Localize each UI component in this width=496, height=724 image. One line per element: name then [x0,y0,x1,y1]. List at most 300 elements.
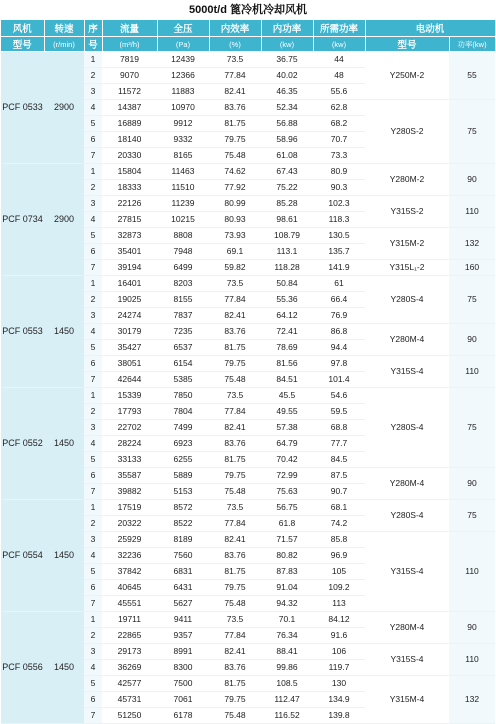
header-flow: 流量 [102,20,157,37]
efficiency-cell: 77.84 [209,292,261,308]
required-power-cell: 105 [313,564,365,580]
fan-model-cell: PCF 0556 [1,612,44,724]
seq-cell: 6 [84,692,102,708]
header-speed-unit: (r/min) [44,37,84,52]
fan-speed-cell: 1450 [44,612,84,724]
required-power-cell: 84.5 [313,452,365,468]
power-cell: 57.38 [261,420,313,436]
power-cell: 72.41 [261,324,313,340]
power-cell: 94.32 [261,596,313,612]
flow-cell: 40645 [102,580,157,596]
flow-cell: 22702 [102,420,157,436]
required-power-cell: 59.5 [313,404,365,420]
required-power-cell: 91.6 [313,628,365,644]
power-cell: 56.88 [261,116,313,132]
seq-cell: 4 [84,100,102,116]
flow-cell: 18333 [102,180,157,196]
efficiency-cell: 81.75 [209,564,261,580]
header-seq-l2: 号 [84,37,102,52]
pressure-cell: 7061 [157,692,209,708]
header-power-unit: (kw) [261,37,313,52]
seq-cell: 4 [84,324,102,340]
seq-cell: 6 [84,468,102,484]
required-power-cell: 109.2 [313,580,365,596]
efficiency-cell: 82.41 [209,84,261,100]
required-power-cell: 77.7 [313,436,365,452]
flow-cell: 45551 [102,596,157,612]
pressure-cell: 9357 [157,628,209,644]
motor-power-cell: 132 [449,228,495,260]
power-cell: 72.99 [261,468,313,484]
flow-cell: 37842 [102,564,157,580]
seq-cell: 1 [84,276,102,292]
flow-cell: 32873 [102,228,157,244]
power-cell: 87.83 [261,564,313,580]
required-power-cell: 90.3 [313,180,365,196]
motor-power-cell: 110 [449,356,495,388]
pressure-cell: 6831 [157,564,209,580]
seq-cell: 3 [84,420,102,436]
efficiency-cell: 73.5 [209,388,261,404]
page-title: 5000t/d 篦冷机冷却风机 [189,4,307,16]
efficiency-cell: 77.84 [209,68,261,84]
power-cell: 58.96 [261,132,313,148]
pressure-cell: 8300 [157,660,209,676]
flow-cell: 22865 [102,628,157,644]
required-power-cell: 134.9 [313,692,365,708]
efficiency-cell: 81.75 [209,452,261,468]
seq-cell: 6 [84,580,102,596]
required-power-cell: 86.8 [313,324,365,340]
efficiency-cell: 79.75 [209,132,261,148]
power-cell: 98.61 [261,212,313,228]
pressure-cell: 8189 [157,532,209,548]
table-row [1,388,495,404]
flow-cell: 35427 [102,340,157,356]
power-cell: 49.55 [261,404,313,420]
header-seq: 序 [84,20,102,37]
power-cell: 108.5 [261,676,313,692]
efficiency-cell: 81.75 [209,116,261,132]
seq-cell: 6 [84,356,102,372]
efficiency-cell: 77.84 [209,628,261,644]
motor-model-cell: Y280S-2 [365,100,449,164]
motor-power-cell: 75 [449,388,495,468]
power-cell: 85.28 [261,196,313,212]
power-cell: 40.02 [261,68,313,84]
header-efficiency: 内效率 [209,20,261,37]
efficiency-cell: 82.41 [209,420,261,436]
flow-cell: 25929 [102,532,157,548]
flow-cell: 35401 [102,244,157,260]
required-power-cell: 141.9 [313,260,365,276]
power-cell: 64.79 [261,436,313,452]
power-cell: 70.1 [261,612,313,628]
motor-power-cell: 55 [449,52,495,100]
pressure-cell: 5385 [157,372,209,388]
seq-cell: 4 [84,436,102,452]
required-power-cell: 84.12 [313,612,365,628]
pressure-cell: 8155 [157,292,209,308]
required-power-cell: 90.7 [313,484,365,500]
required-power-cell: 135.7 [313,244,365,260]
motor-power-cell: 75 [449,500,495,532]
flow-cell: 29173 [102,644,157,660]
power-cell: 78.69 [261,340,313,356]
header-flow-unit: (m³/h) [102,37,157,52]
power-cell: 64.12 [261,308,313,324]
efficiency-cell: 83.76 [209,436,261,452]
required-power-cell: 139.8 [313,708,365,724]
power-cell: 76.34 [261,628,313,644]
header-model: 风机 [1,20,44,37]
pressure-cell: 10970 [157,100,209,116]
seq-cell: 5 [84,452,102,468]
pressure-cell: 12439 [157,52,209,68]
flow-cell: 38051 [102,356,157,372]
power-cell: 84.51 [261,372,313,388]
seq-cell: 2 [84,628,102,644]
efficiency-cell: 73.5 [209,52,261,68]
fan-model-cell: PCF 0553 [1,276,44,388]
required-power-cell: 62.8 [313,100,365,116]
required-power-cell: 74.2 [313,516,365,532]
flow-cell: 42644 [102,372,157,388]
motor-model-cell: Y280M-4 [365,468,449,500]
required-power-cell: 113 [313,596,365,612]
flow-cell: 19025 [102,292,157,308]
efficiency-cell: 74.62 [209,164,261,180]
pressure-cell: 8572 [157,500,209,516]
power-cell: 52.34 [261,100,313,116]
required-power-cell: 68.1 [313,500,365,516]
seq-cell: 4 [84,548,102,564]
seq-cell: 2 [84,180,102,196]
flow-cell: 39194 [102,260,157,276]
efficiency-cell: 82.41 [209,532,261,548]
required-power-cell: 48 [313,68,365,84]
efficiency-cell: 73.5 [209,612,261,628]
efficiency-cell: 83.76 [209,324,261,340]
flow-cell: 7819 [102,52,157,68]
motor-model-cell: Y315S-4 [365,356,449,388]
fan-speed-cell: 1450 [44,500,84,612]
flow-cell: 9070 [102,68,157,84]
fan-spec-table [1,20,496,724]
motor-model-cell: Y250M-2 [365,52,449,100]
flow-cell: 17793 [102,404,157,420]
efficiency-cell: 75.48 [209,372,261,388]
efficiency-cell: 73.5 [209,276,261,292]
power-cell: 116.52 [261,708,313,724]
pressure-cell: 5153 [157,484,209,500]
motor-model-cell: Y280S-4 [365,276,449,324]
efficiency-cell: 77.84 [209,516,261,532]
pressure-cell: 5627 [157,596,209,612]
motor-power-cell: 90 [449,468,495,500]
efficiency-cell: 82.41 [209,644,261,660]
motor-model-cell: Y315S-2 [365,196,449,228]
flow-cell: 15804 [102,164,157,180]
pressure-cell: 8808 [157,228,209,244]
power-cell: 46.35 [261,84,313,100]
pressure-cell: 6178 [157,708,209,724]
fan-model-cell: PCF 0552 [1,388,44,500]
motor-power-cell: 90 [449,612,495,644]
pressure-cell: 7235 [157,324,209,340]
motor-model-cell: Y315S-4 [365,532,449,612]
seq-cell: 7 [84,708,102,724]
flow-cell: 15339 [102,388,157,404]
flow-cell: 39882 [102,484,157,500]
seq-cell: 5 [84,676,102,692]
flow-cell: 16401 [102,276,157,292]
header-power: 内功率 [261,20,313,37]
fan-model-cell: PCF 0533 [1,52,44,164]
seq-cell: 7 [84,148,102,164]
pressure-cell: 5889 [157,468,209,484]
power-cell: 118.28 [261,260,313,276]
seq-cell: 6 [84,244,102,260]
pressure-cell: 6923 [157,436,209,452]
motor-model-cell: Y280S-4 [365,500,449,532]
flow-cell: 20330 [102,148,157,164]
seq-cell: 3 [84,84,102,100]
power-cell: 80.82 [261,548,313,564]
power-cell: 99.86 [261,660,313,676]
motor-power-cell: 90 [449,324,495,356]
header-motor-model: 型号 [365,37,449,52]
flow-cell: 51250 [102,708,157,724]
pressure-cell: 7560 [157,548,209,564]
seq-cell: 5 [84,116,102,132]
flow-cell: 18140 [102,132,157,148]
seq-cell: 5 [84,228,102,244]
required-power-cell: 80.9 [313,164,365,180]
required-power-cell: 85.8 [313,532,365,548]
efficiency-cell: 80.99 [209,196,261,212]
motor-power-cell: 132 [449,676,495,724]
efficiency-cell: 75.48 [209,484,261,500]
power-cell: 113.1 [261,244,313,260]
motor-model-cell: Y315M-4 [365,676,449,724]
seq-cell: 1 [84,52,102,68]
seq-cell: 1 [84,388,102,404]
motor-model-cell: Y280M-2 [365,164,449,196]
flow-cell: 24274 [102,308,157,324]
seq-cell: 2 [84,292,102,308]
efficiency-cell: 73.93 [209,228,261,244]
pressure-cell: 6154 [157,356,209,372]
motor-model-cell: Y280M-4 [365,324,449,356]
motor-model-cell: Y315L₁-2 [365,260,449,276]
power-cell: 70.42 [261,452,313,468]
pressure-cell: 6537 [157,340,209,356]
required-power-cell: 55.6 [313,84,365,100]
efficiency-cell: 75.48 [209,708,261,724]
required-power-cell: 61 [313,276,365,292]
required-power-cell: 130.5 [313,228,365,244]
fan-speed-cell: 1450 [44,388,84,500]
power-cell: 88.41 [261,644,313,660]
seq-cell: 7 [84,596,102,612]
efficiency-cell: 83.76 [209,100,261,116]
efficiency-cell: 81.75 [209,676,261,692]
flow-cell: 33133 [102,452,157,468]
required-power-cell: 44 [313,52,365,68]
pressure-cell: 11239 [157,196,209,212]
pressure-cell: 7500 [157,676,209,692]
seq-cell: 3 [84,308,102,324]
pressure-cell: 12366 [157,68,209,84]
required-power-cell: 87.5 [313,468,365,484]
efficiency-cell: 79.75 [209,468,261,484]
pressure-cell: 9411 [157,612,209,628]
flow-cell: 45731 [102,692,157,708]
fan-model-cell: PCF 0554 [1,500,44,612]
seq-cell: 7 [84,484,102,500]
pressure-cell: 7850 [157,388,209,404]
efficiency-cell: 82.41 [209,308,261,324]
required-power-cell: 96.9 [313,548,365,564]
power-cell: 81.56 [261,356,313,372]
table-row [1,612,495,628]
pressure-cell: 10215 [157,212,209,228]
table-row [1,164,495,180]
pressure-cell: 6431 [157,580,209,596]
motor-power-cell: 90 [449,164,495,196]
power-cell: 67.43 [261,164,313,180]
flow-cell: 14387 [102,100,157,116]
efficiency-cell: 79.75 [209,356,261,372]
seq-cell: 4 [84,212,102,228]
power-cell: 61.8 [261,516,313,532]
seq-cell: 5 [84,564,102,580]
fan-speed-cell: 1450 [44,276,84,388]
power-cell: 36.75 [261,52,313,68]
header-speed: 转速 [44,20,84,37]
required-power-cell: 106 [313,644,365,660]
table-row [1,276,495,292]
flow-cell: 28224 [102,436,157,452]
pressure-cell: 7837 [157,308,209,324]
motor-power-cell: 110 [449,532,495,612]
required-power-cell: 73.3 [313,148,365,164]
pressure-cell: 9912 [157,116,209,132]
pressure-cell: 8165 [157,148,209,164]
fan-speed-cell: 2900 [44,52,84,164]
power-cell: 56.75 [261,500,313,516]
efficiency-cell: 75.48 [209,596,261,612]
flow-cell: 42577 [102,676,157,692]
pressure-cell: 7499 [157,420,209,436]
table-row [1,500,495,516]
required-power-cell: 66.4 [313,292,365,308]
header-motor: 电动机 [365,20,495,37]
motor-power-cell: 110 [449,644,495,676]
power-cell: 75.63 [261,484,313,500]
motor-model-cell: Y315S-4 [365,644,449,676]
power-cell: 50.84 [261,276,313,292]
header-efficiency-unit: (%) [209,37,261,52]
pressure-cell: 7948 [157,244,209,260]
seq-cell: 1 [84,500,102,516]
header-motor-power: 功率(kw) [449,37,495,52]
fan-speed-cell: 2900 [44,164,84,276]
pressure-cell: 9332 [157,132,209,148]
pressure-cell: 7804 [157,404,209,420]
seq-cell: 2 [84,404,102,420]
efficiency-cell: 81.75 [209,340,261,356]
header-pressure: 全压 [157,20,209,37]
motor-model-cell: Y280M-4 [365,612,449,644]
seq-cell: 2 [84,516,102,532]
pressure-cell: 8203 [157,276,209,292]
efficiency-cell: 75.48 [209,148,261,164]
seq-cell: 3 [84,532,102,548]
header-required-power: 所需功率 [313,20,365,37]
table-header [1,20,495,52]
seq-cell: 7 [84,260,102,276]
efficiency-cell: 69.1 [209,244,261,260]
power-cell: 61.08 [261,148,313,164]
pressure-cell: 11463 [157,164,209,180]
motor-power-cell: 75 [449,100,495,164]
motor-model-cell: Y280S-4 [365,388,449,468]
flow-cell: 35587 [102,468,157,484]
required-power-cell: 94.4 [313,340,365,356]
efficiency-cell: 83.76 [209,660,261,676]
flow-cell: 19711 [102,612,157,628]
motor-power-cell: 75 [449,276,495,324]
header-pressure-unit: (Pa) [157,37,209,52]
power-cell: 108.79 [261,228,313,244]
seq-cell: 1 [84,612,102,628]
motor-power-cell: 110 [449,196,495,228]
required-power-cell: 70.7 [313,132,365,148]
power-cell: 112.47 [261,692,313,708]
header-model-l2: 型号 [1,37,44,52]
seq-cell: 1 [84,164,102,180]
required-power-cell: 119.7 [313,660,365,676]
required-power-cell: 68.2 [313,116,365,132]
pressure-cell: 11883 [157,84,209,100]
seq-cell: 7 [84,372,102,388]
header-required-power-unit: (kw) [313,37,365,52]
flow-cell: 32236 [102,548,157,564]
flow-cell: 20322 [102,516,157,532]
motor-power-cell: 160 [449,260,495,276]
table-row [1,52,495,68]
efficiency-cell: 79.75 [209,692,261,708]
required-power-cell: 102.3 [313,196,365,212]
pressure-cell: 6499 [157,260,209,276]
required-power-cell: 76.9 [313,308,365,324]
seq-cell: 4 [84,660,102,676]
efficiency-cell: 77.84 [209,404,261,420]
flow-cell: 27815 [102,212,157,228]
required-power-cell: 130 [313,676,365,692]
power-cell: 55.36 [261,292,313,308]
seq-cell: 5 [84,340,102,356]
table-body [1,52,495,724]
pressure-cell: 11510 [157,180,209,196]
pressure-cell: 8522 [157,516,209,532]
flow-cell: 11572 [102,84,157,100]
efficiency-cell: 80.93 [209,212,261,228]
efficiency-cell: 73.5 [209,500,261,516]
efficiency-cell: 79.75 [209,580,261,596]
